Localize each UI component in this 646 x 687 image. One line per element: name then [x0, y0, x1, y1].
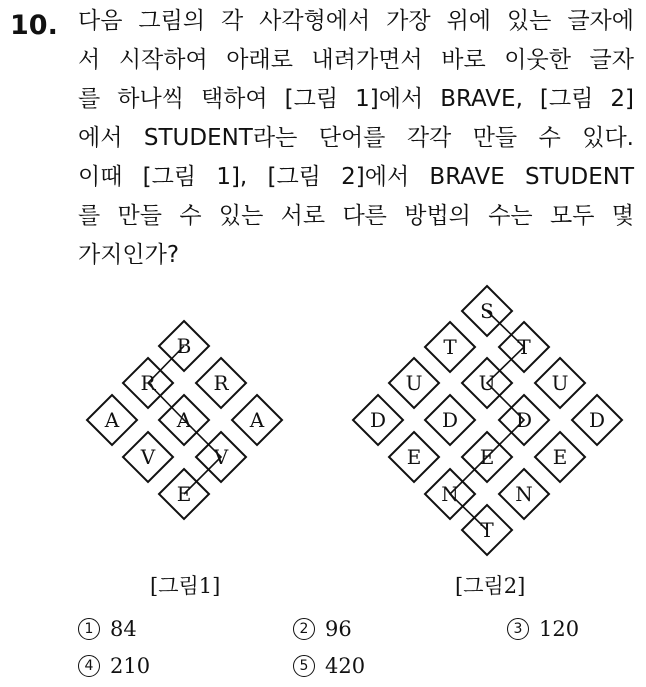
choice-3-mark: 3	[507, 618, 529, 640]
choice-2[interactable]	[293, 617, 352, 641]
fig2-letter-2: T	[517, 335, 531, 359]
fig1-letter-3: A	[104, 408, 120, 432]
choice-3-value: 120	[539, 617, 580, 641]
choice-5-value: 420	[325, 654, 366, 678]
figure-1-caption: [그림1]	[150, 574, 221, 598]
fig2-letter-5: U	[551, 371, 569, 395]
question-line-7: 가지인가?	[78, 242, 180, 268]
choice-4-mark: 4	[78, 655, 100, 677]
fig1-letter-0: B	[176, 334, 192, 358]
fig1-letter-4: A	[176, 408, 192, 432]
choice-1[interactable]	[78, 617, 137, 641]
fig2-letter-0: S	[480, 299, 494, 323]
fig2-letter-7: D	[441, 408, 459, 432]
question-number: 10.	[10, 10, 58, 41]
question-line-3: 를 하나씩 택하여 [그림 1]에서 BRAVE, [그림 2]	[78, 86, 634, 112]
fig1-letter-7: V	[213, 445, 229, 469]
fig2-letter-15: T	[480, 518, 494, 542]
choice-5[interactable]	[293, 654, 365, 678]
figure-2-diamond-grid	[353, 286, 622, 555]
fig2-letter-1: T	[443, 335, 457, 359]
choice-2-value: 96	[325, 617, 352, 641]
choice-4-value: 210	[110, 654, 151, 678]
question-line-2: 서 시작하여 아래로 내려가면서 바로 이웃한 글자	[78, 47, 634, 73]
figures-canvas	[0, 280, 646, 560]
fig2-letter-4: U	[478, 371, 496, 395]
fig2-letter-13: N	[441, 482, 459, 506]
fig2-letter-8: D	[515, 408, 533, 432]
figure-2-caption: [그림2]	[455, 574, 526, 598]
question-line-4: 에서 STUDENT라는 단어를 각각 만들 수 있다.	[78, 125, 634, 151]
choice-4[interactable]	[78, 654, 150, 678]
fig2-letter-14: N	[515, 482, 533, 506]
question-line-5: 이때 [그림 1], [그림 2]에서 BRAVE STUDENT	[78, 164, 634, 190]
fig2-letter-3: U	[405, 371, 423, 395]
fig2-letter-9: D	[588, 408, 606, 432]
fig1-letter-6: V	[140, 445, 156, 469]
fig1-letter-8: E	[176, 482, 192, 506]
choice-2-mark: 2	[293, 618, 315, 640]
fig1-letter-1: R	[140, 371, 156, 395]
fig2-letter-10: E	[406, 445, 422, 469]
fig1-letter-2: R	[213, 371, 229, 395]
fig2-letter-6: D	[369, 408, 387, 432]
choice-3[interactable]	[507, 617, 579, 641]
choice-1-mark: 1	[78, 618, 100, 640]
question-line-6: 를 만들 수 있는 서로 다른 방법의 수는 모두 몇	[78, 203, 634, 229]
fig2-letter-12: E	[552, 445, 568, 469]
choice-1-value: 84	[110, 617, 137, 641]
fig2-letter-11: E	[479, 445, 495, 469]
choice-5-mark: 5	[293, 655, 315, 677]
fig1-letter-5: A	[249, 408, 265, 432]
question-line-1: 다음 그림의 각 사각형에서 가장 위에 있는 글자에	[78, 8, 634, 34]
